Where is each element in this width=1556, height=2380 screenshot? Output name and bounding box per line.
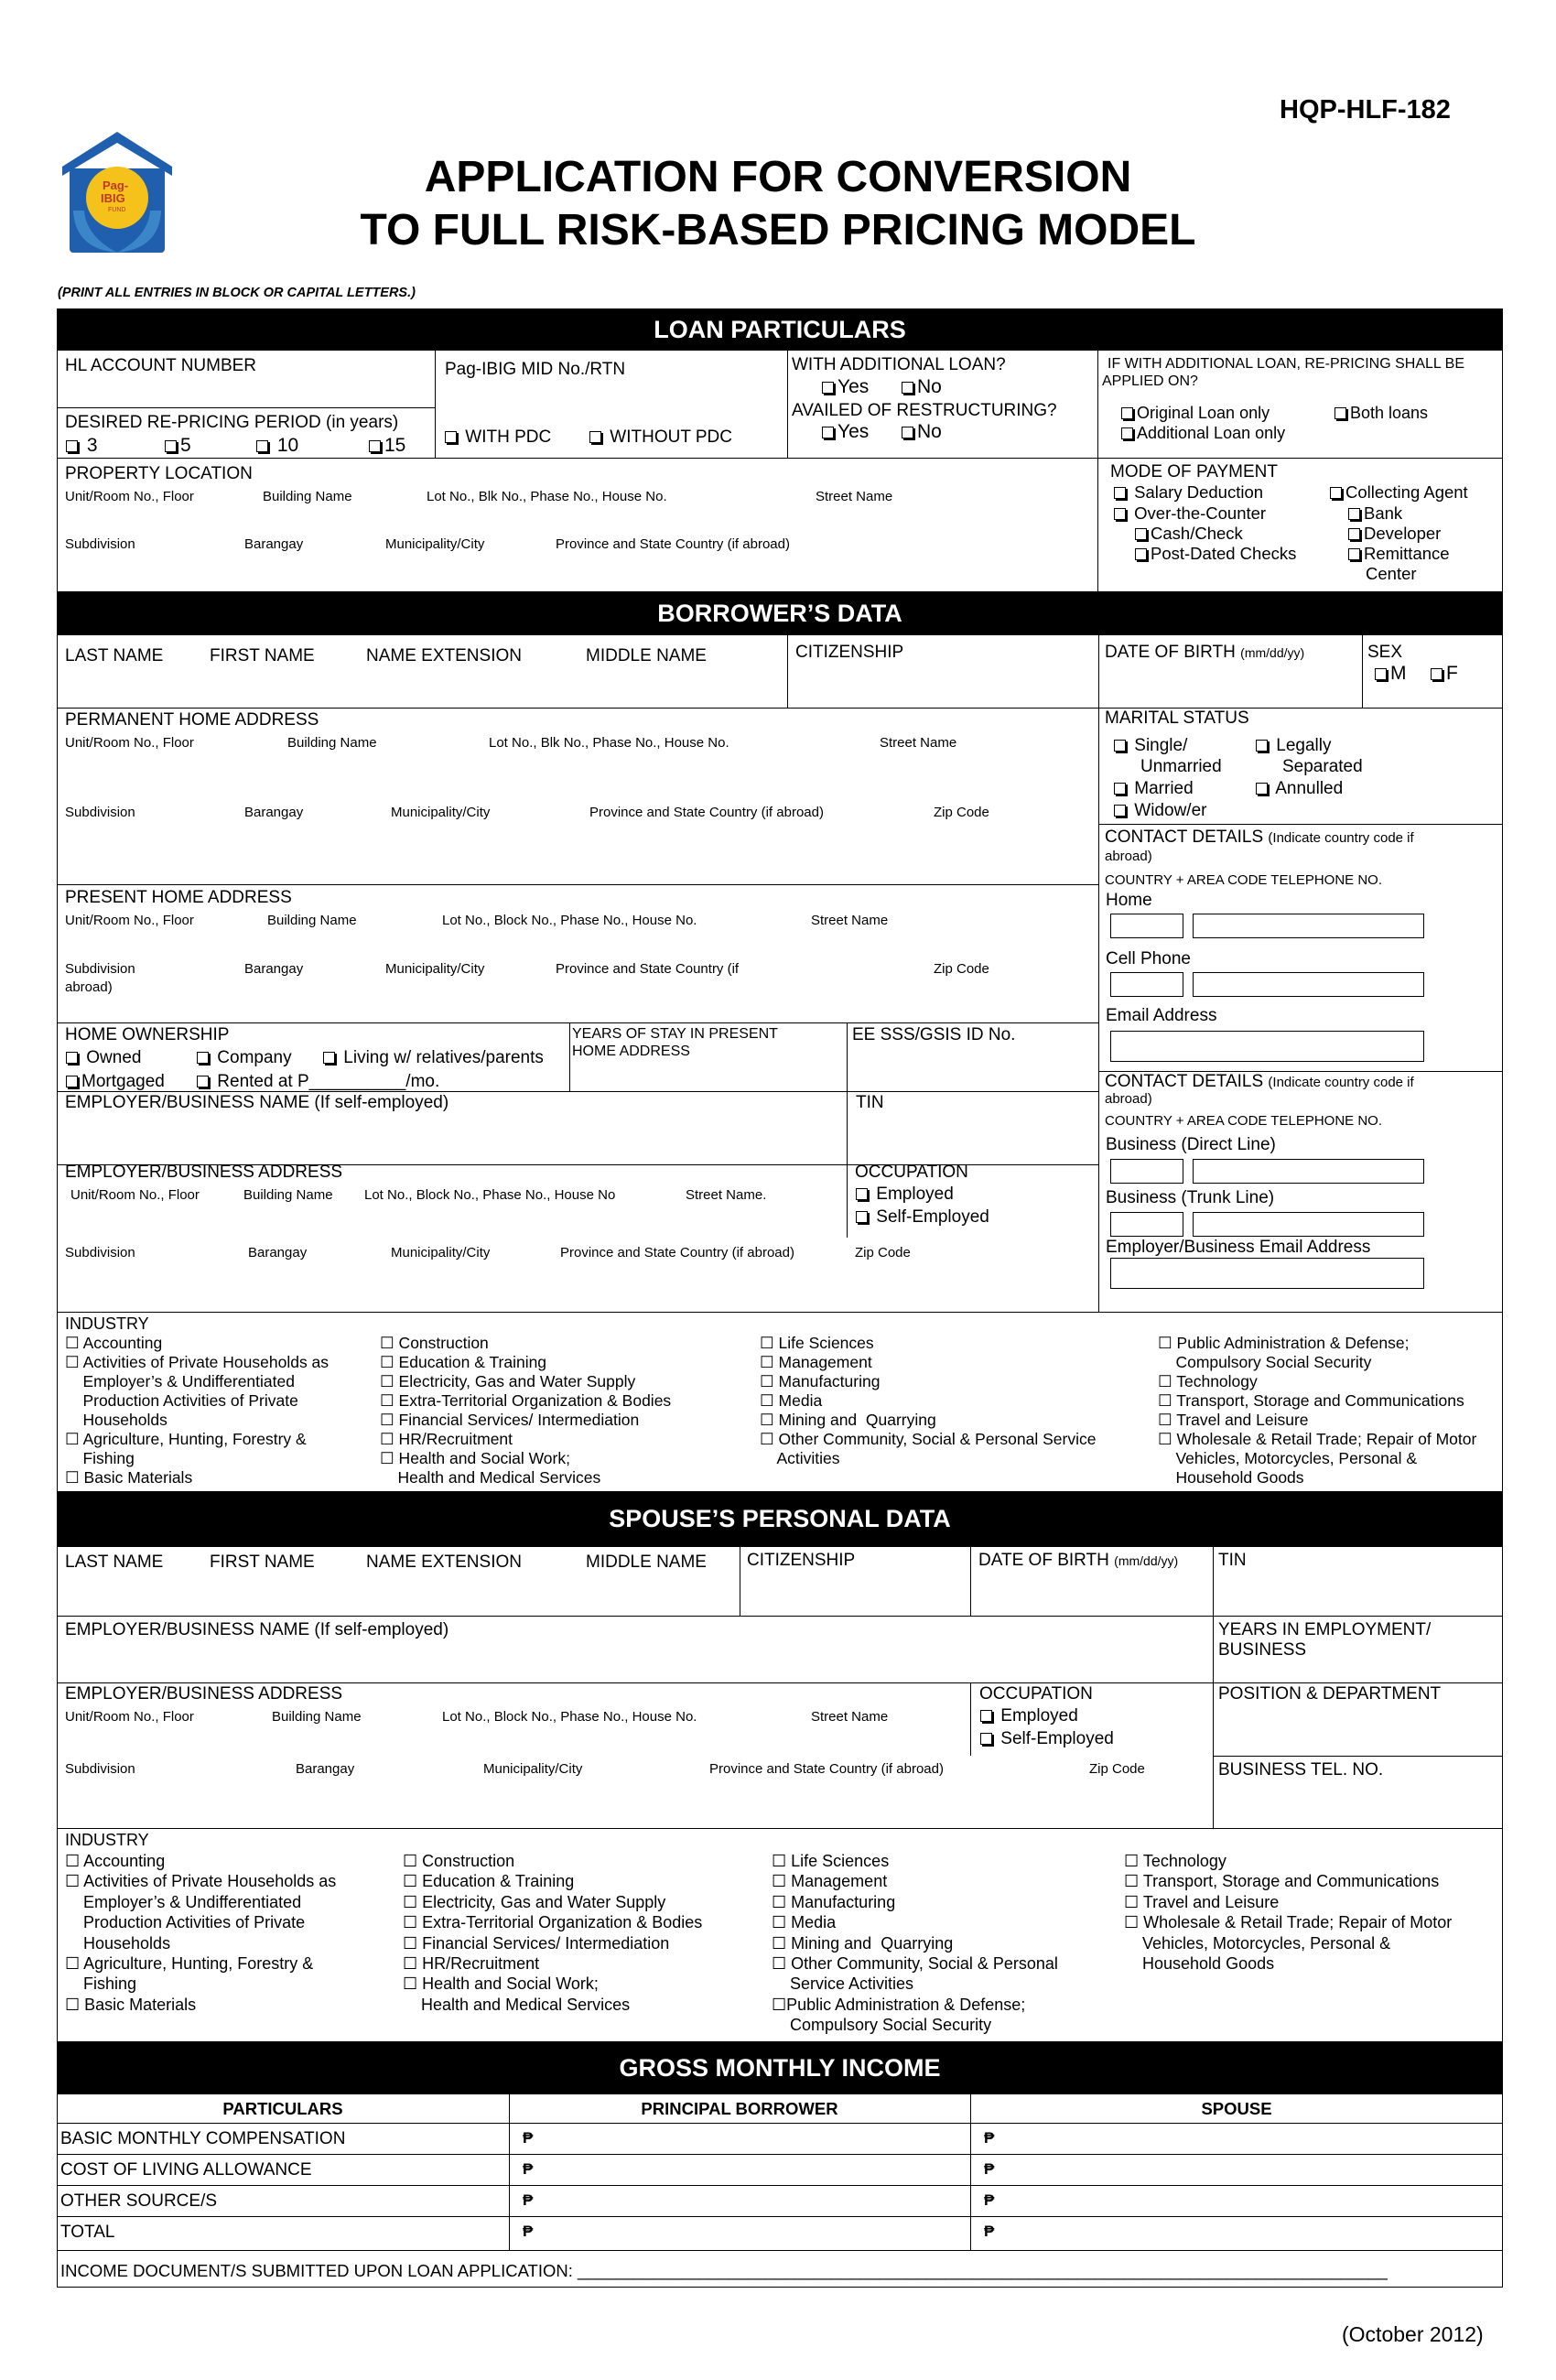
perm-building-label: Building Name xyxy=(287,735,377,751)
pres-lot-label: Lot No., Block No., Phase No., House No. xyxy=(442,913,697,928)
cola-spouse-input[interactable]: ₱ xyxy=(984,2160,995,2178)
bank-option[interactable]: Bank xyxy=(1348,503,1402,523)
emp-building-label: Building Name xyxy=(243,1187,333,1203)
perm-unit-label: Unit/Room No., Floor xyxy=(65,735,194,751)
spouse-biz-tel-label: BUSINESS TEL. NO. xyxy=(1218,1760,1384,1780)
original-only-option[interactable]: Original Loan only xyxy=(1121,404,1270,423)
col-particulars: PARTICULARS xyxy=(222,2099,343,2118)
industry-item[interactable]: ☐ Financial Services/ Intermediation xyxy=(403,1933,670,1953)
marital-legally-option[interactable]: Legally xyxy=(1256,736,1332,756)
spouse-years-emp-label: YEARS IN EMPLOYMENT/ xyxy=(1218,1620,1432,1639)
basic-spouse-input[interactable]: ₱ xyxy=(984,2129,995,2147)
biz-direct-phone-input[interactable] xyxy=(1193,1159,1424,1184)
sex-label: SEX xyxy=(1367,643,1403,662)
industry-item[interactable]: ☐ Management xyxy=(772,1872,888,1891)
borrower-industry-label: INDUSTRY xyxy=(65,1314,149,1333)
spouse-employer-name-label: EMPLOYER/BUSINESS NAME (If self-employed) xyxy=(65,1620,449,1639)
collecting-agent-option[interactable]: Collecting Agent xyxy=(1330,482,1468,502)
industry-item[interactable]: ☐ Agriculture, Hunting, Forestry & xyxy=(65,1430,307,1448)
restructuring-no[interactable]: No xyxy=(902,421,942,443)
industry-item[interactable]: ☐ Transport, Storage and Communications xyxy=(1158,1391,1464,1410)
period-15[interactable]: 15 xyxy=(369,435,405,457)
spouse-lot-label: Lot No., Block No., Phase No., House No. xyxy=(442,1709,697,1725)
additional-only-option[interactable]: Additional Loan only xyxy=(1121,424,1285,443)
industry-item[interactable]: ☐Public Administration & Defense; xyxy=(772,1995,1026,2014)
cell-area-code-input[interactable] xyxy=(1110,972,1183,997)
logo-text-top: Pag- xyxy=(103,178,129,192)
borrower-industry-col3[interactable] xyxy=(760,1334,1096,1468)
perm-address-label: PERMANENT HOME ADDRESS xyxy=(65,710,319,730)
industry-item[interactable]: ☐ Manufacturing xyxy=(772,1892,896,1911)
contact-abroad-label: abroad) xyxy=(1105,849,1152,864)
biz-direct-label: Business (Direct Line) xyxy=(1106,1135,1276,1154)
industry-item[interactable]: ☐ Travel and Leisure xyxy=(1124,1892,1280,1911)
industry-item[interactable]: ☐ Health and Social Work; xyxy=(403,1974,599,1994)
property-street-label: Street Name xyxy=(816,489,893,504)
industry-item[interactable]: ☐ Financial Services/ Intermediation xyxy=(380,1411,640,1429)
biz-direct-area-input[interactable] xyxy=(1110,1159,1183,1184)
citizenship-label: CITIZENSHIP xyxy=(795,643,904,662)
spouse-industry-col1[interactable] xyxy=(65,1851,336,2015)
property-municipality-label: Municipality/City xyxy=(385,536,485,552)
remittance-option[interactable]: Remittance xyxy=(1348,544,1450,563)
industry-item[interactable]: ☐ Accounting xyxy=(65,1334,163,1352)
borrower-band: BORROWER’S DATA xyxy=(57,592,1503,634)
spouse-citizenship-label: CITIZENSHIP xyxy=(747,1551,856,1570)
industry-item[interactable]: ☐ Media xyxy=(772,1913,837,1932)
row-cola: COST OF LIVING ALLOWANCE xyxy=(60,2160,312,2180)
sss-gsis-label: EE SSS/GSIS ID No. xyxy=(852,1025,1016,1044)
industry-item: Household Goods xyxy=(1124,1954,1275,1974)
print-instruction: (PRINT ALL ENTRIES IN BLOCK OR CAPITAL LETTERS.) xyxy=(58,286,416,300)
pres-province-label: Province and State Country (if xyxy=(556,961,740,977)
pres-building-label: Building Name xyxy=(267,913,357,928)
contact-abroad-2-label: abroad) xyxy=(1105,1091,1152,1107)
sex-f-option[interactable]: F xyxy=(1431,663,1458,685)
spouse-industry-col4[interactable] xyxy=(1124,1851,1452,1974)
pres-unit-label: Unit/Room No., Floor xyxy=(65,913,194,928)
country-area-label: COUNTRY + AREA CODE TELEPHONE NO. xyxy=(1105,872,1383,888)
pdc-option[interactable]: Post-Dated Checks xyxy=(1135,544,1296,563)
property-location-label: PROPERTY LOCATION xyxy=(65,464,253,483)
pres-municipality-label: Municipality/City xyxy=(385,961,485,977)
name-extension-label: NAME EXTENSION xyxy=(366,646,522,665)
industry-item[interactable]: ☐ Wholesale & Retail Trade; Repair of Motor xyxy=(1124,1913,1453,1932)
emp-unit-label: Unit/Room No., Floor xyxy=(70,1187,200,1203)
industry-item: Health and Medical Services xyxy=(380,1468,601,1487)
contact-details-2-label: CONTACT DETAILS (Indicate country code if xyxy=(1105,1072,1414,1091)
industry-item[interactable]: ☐ Education & Training xyxy=(380,1353,547,1371)
last-name-label: LAST NAME xyxy=(65,646,164,665)
biz-trunk-area-input[interactable] xyxy=(1110,1212,1183,1237)
marital-single-option[interactable]: Single/ xyxy=(1114,736,1187,756)
industry-item: Employer’s & Undifferentiated xyxy=(65,1372,295,1390)
with-additional-label: WITH ADDITIONAL LOAN? xyxy=(792,355,1006,374)
col-principal: PRINCIPAL BORROWER xyxy=(641,2099,838,2118)
owned-option[interactable]: Owned xyxy=(66,1048,141,1068)
pres-abroad-label: abroad) xyxy=(65,979,113,995)
marital-annulled-option[interactable]: Annulled xyxy=(1256,779,1343,799)
industry-item[interactable]: ☐ Life Sciences xyxy=(772,1852,890,1870)
industry-item: Fishing xyxy=(65,1974,137,1994)
if-additional-label: IF WITH ADDITIONAL LOAN, RE-PRICING SHALL BE xyxy=(1108,356,1464,372)
emp-province-label: Province and State Country (if abroad) xyxy=(560,1245,794,1260)
home-phone-input[interactable] xyxy=(1193,914,1424,938)
spouse-self-option[interactable]: Self-Employed xyxy=(980,1729,1114,1749)
desired-period-label: DESIRED RE-PRICING PERIOD (in years) xyxy=(65,413,399,432)
spouse-ext-label: NAME EXTENSION xyxy=(366,1552,522,1572)
industry-item[interactable]: ☐ Other Community, Social & Personal xyxy=(772,1954,1058,1974)
cell-phone-label: Cell Phone xyxy=(1106,949,1191,968)
industry-item[interactable]: ☐ Basic Materials xyxy=(65,1468,193,1487)
employer-name-label: EMPLOYER/BUSINESS NAME (If self-employed) xyxy=(65,1093,449,1112)
industry-item: Household Goods xyxy=(1158,1468,1304,1487)
spouse-unit-label: Unit/Room No., Floor xyxy=(65,1709,194,1725)
spouse-dob-label: DATE OF BIRTH (mm/dd/yy) xyxy=(978,1551,1179,1570)
spouse-first-label: FIRST NAME xyxy=(210,1552,315,1572)
home-ownership-label: HOME OWNERSHIP xyxy=(65,1025,230,1044)
biz-trunk-phone-input[interactable] xyxy=(1193,1212,1424,1237)
spouse-employer-address-label: EMPLOYER/BUSINESS ADDRESS xyxy=(65,1684,343,1704)
industry-item[interactable]: ☐ Construction xyxy=(380,1334,489,1352)
marital-separated-label: Separated xyxy=(1282,757,1363,776)
spouse-building-label: Building Name xyxy=(272,1709,362,1725)
industry-item: Health and Medical Services xyxy=(403,1995,631,2014)
borrower-industry-col1[interactable] xyxy=(65,1334,329,1488)
industry-item: Employer’s & Undifferentiated xyxy=(65,1892,302,1911)
emp-barangay-label: Barangay xyxy=(248,1245,308,1260)
industry-item[interactable]: ☐ Health and Social Work; xyxy=(380,1449,570,1467)
occupation-self-option[interactable]: Self-Employed xyxy=(856,1207,989,1228)
industry-item[interactable]: ☐ Agriculture, Hunting, Forestry & xyxy=(65,1954,314,1974)
industry-item[interactable]: ☐ Electricity, Gas and Water Supply xyxy=(380,1372,636,1390)
mode-payment-label: MODE OF PAYMENT xyxy=(1110,462,1278,481)
col-spouse: SPOUSE xyxy=(1201,2099,1272,2118)
spouse-middle-label: MIDDLE NAME xyxy=(586,1552,707,1572)
biz-email-label: Employer/Business Email Address xyxy=(1106,1238,1371,1257)
industry-item: Activities xyxy=(760,1449,840,1467)
period-10[interactable]: 10 xyxy=(256,435,298,457)
marital-status-label: MARITAL STATUS xyxy=(1105,709,1249,728)
industry-item: Fishing xyxy=(65,1449,135,1467)
emp-lot-label: Lot No., Block No., Phase No., House No xyxy=(364,1187,616,1203)
email-label: Email Address xyxy=(1106,1006,1217,1025)
spouse-position-label: POSITION & DEPARTMENT xyxy=(1218,1684,1442,1704)
perm-zip-label: Zip Code xyxy=(934,805,989,820)
industry-item[interactable]: ☐ Life Sciences xyxy=(760,1334,874,1352)
emp-zip-label: Zip Code xyxy=(855,1245,911,1260)
industry-item[interactable]: ☐ Media xyxy=(760,1391,823,1410)
home-phone-label: Home xyxy=(1106,891,1152,910)
spouse-band: SPOUSE’S PERSONAL DATA xyxy=(57,1492,1503,1546)
industry-item: Service Activities xyxy=(772,1974,914,1994)
industry-item[interactable]: ☐ Basic Materials xyxy=(65,1995,197,2014)
borrower-industry-col4[interactable] xyxy=(1158,1334,1476,1488)
pres-barangay-label: Barangay xyxy=(244,961,304,977)
total-principal-input[interactable]: ₱ xyxy=(523,2223,534,2240)
spouse-street-label: Street Name xyxy=(811,1709,889,1725)
contact-details-label: CONTACT DETAILS (Indicate country code if xyxy=(1105,828,1414,847)
applied-on-label: APPLIED ON? xyxy=(1102,373,1198,389)
logo-text-bot: FUND xyxy=(108,207,126,213)
industry-item: Compulsory Social Security xyxy=(1158,1353,1372,1371)
form-date: (October 2012) xyxy=(1342,2322,1484,2346)
spouse-zip-label: Zip Code xyxy=(1089,1761,1145,1777)
home-area-code-input[interactable] xyxy=(1110,914,1183,938)
first-name-label: FIRST NAME xyxy=(210,646,315,665)
biz-trunk-label: Business (Trunk Line) xyxy=(1106,1188,1275,1207)
industry-item[interactable]: ☐ Wholesale & Retail Trade; Repair of Motor xyxy=(1158,1430,1477,1448)
period-3[interactable]: 3 xyxy=(66,435,98,457)
hl-account-label: HL ACCOUNT NUMBER xyxy=(65,356,257,375)
marital-married-option[interactable]: Married xyxy=(1114,779,1194,799)
employer-address-label: EMPLOYER/BUSINESS ADDRESS xyxy=(65,1163,343,1182)
spouse-barangay-label: Barangay xyxy=(296,1761,355,1777)
period-5[interactable]: 5 xyxy=(165,435,191,457)
other-principal-input[interactable]: ₱ xyxy=(523,2191,534,2209)
perm-province-label: Province and State Country (if abroad) xyxy=(589,805,824,820)
dob-label: DATE OF BIRTH (mm/dd/yy) xyxy=(1105,643,1305,662)
mid-no-label: Pag-IBIG MID No./RTN xyxy=(445,360,626,379)
mortgaged-option[interactable]: Mortgaged xyxy=(66,1072,165,1092)
row-total: TOTAL xyxy=(60,2223,115,2242)
spouse-industry-col3[interactable] xyxy=(772,1851,1058,2036)
emp-municipality-label: Municipality/City xyxy=(391,1245,491,1260)
pres-subdivision-label: Subdivision xyxy=(65,961,135,977)
spouse-last-label: LAST NAME xyxy=(65,1552,164,1572)
pres-street-label: Street Name xyxy=(811,913,889,928)
perm-subdivision-label: Subdivision xyxy=(65,805,135,820)
industry-item[interactable]: ☐ Travel and Leisure xyxy=(1158,1411,1309,1429)
spouse-province-label: Province and State Country (if abroad) xyxy=(709,1761,944,1777)
salary-deduction-option[interactable]: Salary Deduction xyxy=(1114,482,1263,502)
occupation-employed-option[interactable]: Employed xyxy=(856,1185,954,1205)
industry-item[interactable]: ☐ Technology xyxy=(1158,1372,1258,1390)
occupation-label: OCCUPATION xyxy=(855,1163,968,1182)
availed-label: AVAILED OF RESTRUCTURING? xyxy=(792,401,1057,420)
cola-principal-input[interactable]: ₱ xyxy=(523,2160,534,2178)
loan-particulars-band: LOAN PARTICULARS xyxy=(57,308,1503,351)
logo-text-mid: IBIG xyxy=(101,191,125,205)
industry-item[interactable]: ☐ Activities of Private Households as xyxy=(65,1872,337,1891)
industry-item: Production Activities of Private xyxy=(65,1913,306,1932)
industry-item[interactable]: ☐ Education & Training xyxy=(403,1872,575,1891)
other-spouse-input[interactable]: ₱ xyxy=(984,2191,995,2209)
spouse-subdivision-label: Subdivision xyxy=(65,1761,135,1777)
cell-phone-input[interactable] xyxy=(1193,972,1424,997)
industry-item[interactable]: ☐ HR/Recruitment xyxy=(380,1430,513,1448)
country-area-2-label: COUNTRY + AREA CODE TELEPHONE NO. xyxy=(1105,1113,1383,1129)
remittance-center-label: Center xyxy=(1366,564,1417,583)
property-unit-label: Unit/Room No., Floor xyxy=(65,489,194,504)
additional-no[interactable]: No xyxy=(902,376,942,398)
spouse-municipality-label: Municipality/City xyxy=(483,1761,583,1777)
industry-item[interactable]: ☐ Activities of Private Households as xyxy=(65,1353,330,1371)
spouse-tin-label: TIN xyxy=(1218,1551,1247,1570)
sex-m-option[interactable]: M xyxy=(1375,663,1407,685)
income-band: GROSS MONTHLY INCOME xyxy=(57,2042,1503,2093)
industry-item[interactable]: ☐ Electricity, Gas and Water Supply xyxy=(403,1892,666,1911)
property-subdivision-label: Subdivision xyxy=(65,536,135,552)
form-title-line1: APPLICATION FOR CONVERSION xyxy=(424,153,1132,201)
developer-option[interactable]: Developer xyxy=(1348,524,1441,543)
pres-address-label: PRESENT HOME ADDRESS xyxy=(65,888,292,907)
company-option[interactable]: Company xyxy=(197,1048,292,1068)
industry-item[interactable]: ☐ Extra-Territorial Organization & Bodies xyxy=(403,1913,703,1932)
industry-item[interactable]: ☐ Transport, Storage and Communications xyxy=(1124,1872,1440,1891)
form-title-line2: TO FULL RISK-BASED PRICING MODEL xyxy=(360,206,1196,254)
row-basic: BASIC MONTHLY COMPENSATION xyxy=(60,2129,346,2148)
without-pdc-option[interactable]: WITHOUT PDC xyxy=(589,427,732,448)
industry-item[interactable]: ☐ Accounting xyxy=(65,1852,166,1870)
emp-subdivision-label: Subdivision xyxy=(65,1245,135,1260)
industry-item[interactable]: ☐ Other Community, Social & Personal Service xyxy=(760,1430,1097,1448)
perm-street-label: Street Name xyxy=(880,735,957,751)
middle-name-label: MIDDLE NAME xyxy=(586,646,707,665)
years-stay-label-2: HOME ADDRESS xyxy=(572,1044,690,1059)
spouse-industry-col2[interactable] xyxy=(403,1851,702,2015)
industry-item[interactable]: ☐ Public Administration & Defense; xyxy=(1158,1334,1410,1352)
industry-item: Households xyxy=(65,1411,167,1429)
pres-zip-label: Zip Code xyxy=(934,961,989,977)
rented-option[interactable]: Rented at P__________/mo. xyxy=(197,1072,439,1092)
perm-municipality-label: Municipality/City xyxy=(391,805,491,820)
marital-unmarried-label: Unmarried xyxy=(1140,757,1222,776)
perm-lot-label: Lot No., Blk No., Phase No., House No. xyxy=(489,735,729,751)
industry-item[interactable]: ☐ Extra-Territorial Organization & Bodies xyxy=(380,1391,672,1410)
industry-item[interactable]: ☐ Mining and Quarrying xyxy=(772,1933,954,1953)
industry-item[interactable]: ☐ HR/Recruitment xyxy=(403,1954,540,1974)
spouse-employed-option[interactable]: Employed xyxy=(980,1706,1078,1726)
industry-item[interactable]: ☐ Management xyxy=(760,1353,872,1371)
emp-street-label: Street Name. xyxy=(686,1187,767,1203)
email-input[interactable] xyxy=(1110,1031,1424,1062)
both-loans-option[interactable]: Both loans xyxy=(1334,404,1428,423)
perm-barangay-label: Barangay xyxy=(244,805,304,820)
income-docs-field[interactable]: INCOME DOCUMENT/S SUBMITTED UPON LOAN APPLICATION: ______________________________________________________________________________________ xyxy=(60,2261,1388,2280)
tin-label: TIN xyxy=(856,1093,884,1112)
industry-item[interactable]: ☐ Technology xyxy=(1124,1852,1226,1870)
spouse-business-label: BUSINESS xyxy=(1218,1640,1307,1660)
form-code: HQP-HLF-182 xyxy=(1280,95,1451,124)
industry-item[interactable]: ☐ Mining and Quarrying xyxy=(760,1411,936,1429)
industry-item[interactable]: ☐ Manufacturing xyxy=(760,1372,881,1390)
with-pdc-option[interactable]: WITH PDC xyxy=(445,427,551,448)
years-stay-label: YEARS OF STAY IN PRESENT xyxy=(572,1026,778,1042)
industry-item: Vehicles, Motorcycles, Personal & xyxy=(1124,1933,1391,1953)
spouse-industry-label: INDUSTRY xyxy=(65,1831,149,1849)
additional-yes[interactable]: Yes xyxy=(822,376,869,398)
property-lot-label: Lot No., Blk No., Phase No., House No. xyxy=(427,489,667,504)
property-province-label: Province and State Country (if abroad) xyxy=(556,536,790,552)
row-other: OTHER SOURCE/S xyxy=(60,2191,218,2211)
basic-principal-input[interactable]: ₱ xyxy=(523,2129,534,2147)
otc-option[interactable]: Over-the-Counter xyxy=(1114,503,1266,523)
cash-check-option[interactable]: Cash/Check xyxy=(1135,524,1243,543)
property-barangay-label: Barangay xyxy=(244,536,304,552)
industry-item: Vehicles, Motorcycles, Personal & xyxy=(1158,1449,1418,1467)
industry-item: Production Activities of Private xyxy=(65,1391,298,1410)
restructuring-yes[interactable]: Yes xyxy=(822,421,869,443)
industry-item: Compulsory Social Security xyxy=(772,2016,992,2035)
borrower-industry-col2[interactable] xyxy=(380,1334,671,1488)
biz-email-input[interactable] xyxy=(1110,1258,1424,1289)
living-option[interactable]: Living w/ relatives/parents xyxy=(323,1048,544,1068)
industry-item[interactable]: ☐ Construction xyxy=(403,1852,515,1870)
spouse-occupation-label: OCCUPATION xyxy=(979,1684,1093,1704)
marital-widow-option[interactable]: Widow/er xyxy=(1114,801,1206,821)
industry-item: Households xyxy=(65,1933,171,1953)
total-spouse-input[interactable]: ₱ xyxy=(984,2223,995,2240)
property-building-label: Building Name xyxy=(263,489,352,504)
